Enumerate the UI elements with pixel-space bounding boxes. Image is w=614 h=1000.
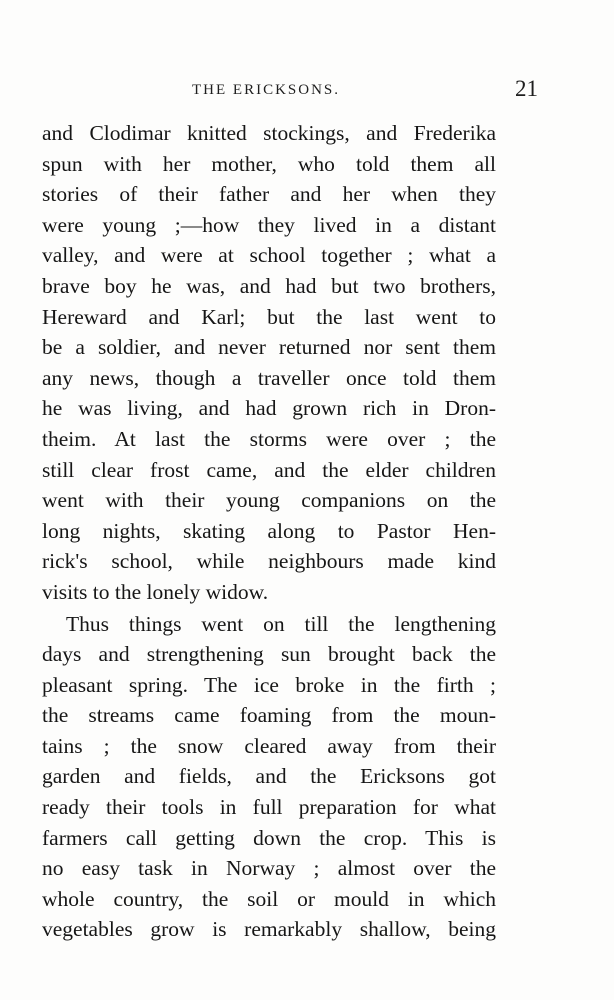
text-line: theim. At last the storms were over ; the	[42, 426, 496, 451]
text-line: visits to the lonely widow.	[42, 579, 269, 604]
text-line: still clear frost came, and the elder children	[42, 457, 496, 482]
text-line: valley, and were at school together ; what a	[42, 243, 496, 268]
text-line: days and strengthening sun brought back the	[42, 642, 496, 667]
text-line: any news, though a traveller once told them	[42, 365, 496, 390]
text-line: and Clodimar knitted stockings, and Frederika	[42, 121, 496, 145]
text-line: farmers call getting down the crop. This is	[42, 825, 496, 850]
text-line: stories of their father and her when they	[42, 182, 496, 207]
text-line: he was living, and had grown rich in Dron-	[42, 396, 496, 421]
text-line: long nights, skating along to Pastor Hen-	[42, 518, 496, 543]
text-line: pleasant spring. The ice broke in the firth ;	[42, 672, 496, 697]
paragraph-2	[42, 609, 496, 946]
text-line: whole country, the soil or mould in which	[42, 886, 496, 911]
text-line: be a soldier, and never returned nor sent them	[42, 335, 496, 360]
text-line: garden and fields, and the Ericksons got	[42, 764, 496, 789]
page-number: 21	[515, 76, 538, 101]
text-line: were young ;—how they lived in a distant	[42, 212, 496, 237]
text-line: rick's school, while neighbours made kind	[42, 549, 496, 574]
text-line: spun with her mother, who told them all	[42, 151, 496, 176]
text-line: Thus things went on till the lengthening	[66, 611, 496, 636]
text-line: tains ; the snow cleared away from their	[42, 733, 496, 758]
running-title: THE ERICKSONS.	[192, 82, 341, 98]
text-line: vegetables grow is remarkably shallow, being	[42, 917, 496, 942]
text-line: went with their young companions on the	[42, 488, 496, 513]
paragraph-1	[42, 118, 496, 608]
text-line: Hereward and Karl; but the last went to	[42, 304, 496, 329]
text-line: no easy task in Norway ; almost over the	[42, 856, 496, 881]
body-text	[42, 118, 496, 945]
text-line: ready their tools in full preparation for what	[42, 795, 496, 820]
page-header	[42, 78, 538, 108]
text-line: the streams came foaming from the moun-	[42, 703, 496, 728]
text-line: brave boy he was, and had but two brothers,	[42, 273, 496, 298]
